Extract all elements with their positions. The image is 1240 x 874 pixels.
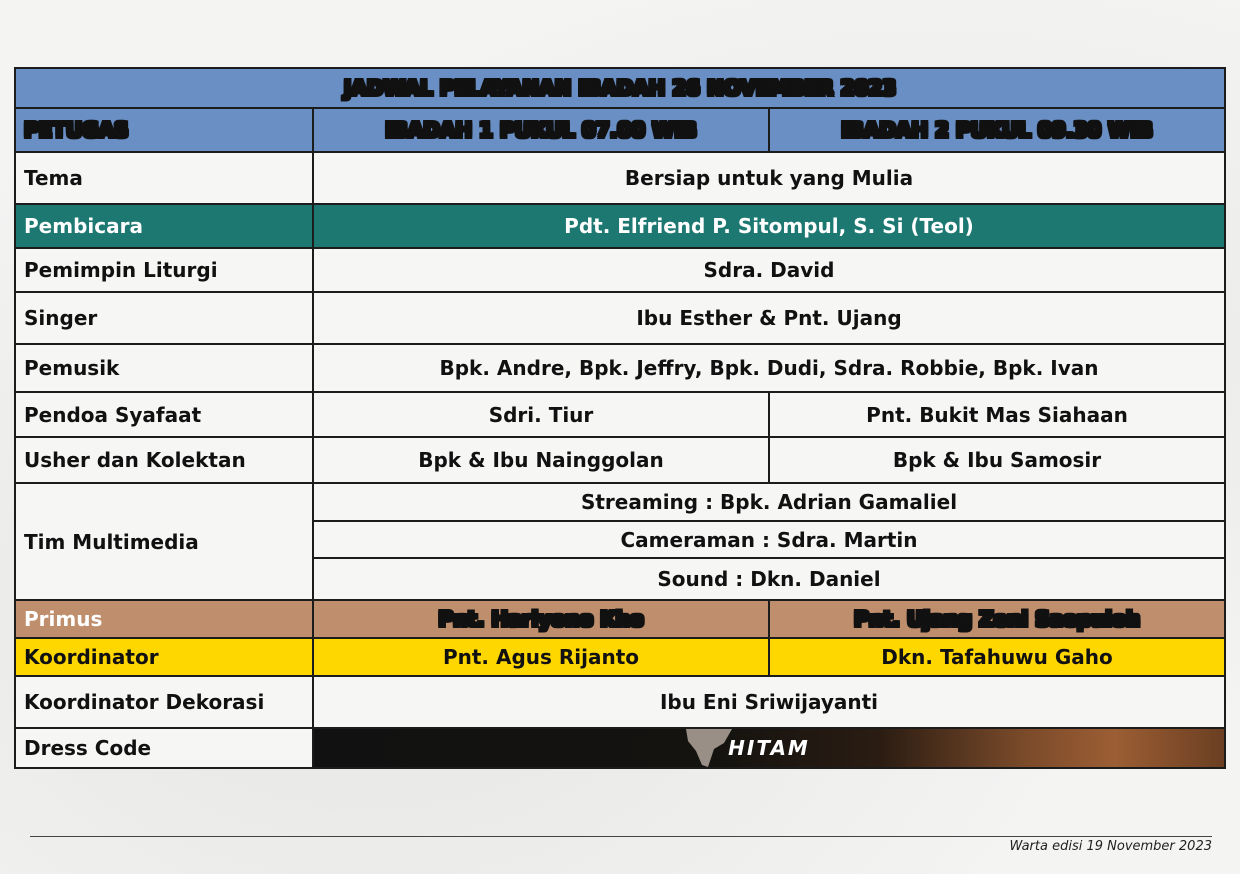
value-usher-ibadah-2: Bpk & Ibu Samosir xyxy=(769,437,1225,483)
value-tema: Bersiap untuk yang Mulia xyxy=(313,152,1225,204)
value-pendoa-ibadah-2: Pnt. Bukit Mas Siahaan xyxy=(769,392,1225,437)
label-koordinator: Koordinator xyxy=(15,638,313,676)
footer-edition-note: Warta edisi 19 November 2023 xyxy=(1009,839,1212,854)
dress-code-banner xyxy=(313,728,1225,768)
value-usher-ibadah-1: Bpk & Ibu Nainggolan xyxy=(313,437,769,483)
row-multimedia-streaming xyxy=(15,483,1225,521)
value-pemusik: Bpk. Andre, Bpk. Jeffry, Bpk. Dudi, Sdra. Robbie, Bpk. Ivan xyxy=(313,344,1225,392)
row-primus xyxy=(15,600,1225,638)
row-pendoa-syafaat xyxy=(15,392,1225,437)
row-usher xyxy=(15,437,1225,483)
value-streaming: Streaming : Bpk. Adrian Gamaliel xyxy=(313,483,1225,521)
header-ibadah-2: IBADAH 2 PUKUL 09.30 WIB xyxy=(769,108,1225,152)
row-singer xyxy=(15,292,1225,344)
label-singer: Singer xyxy=(15,292,313,344)
label-pemusik: Pemusik xyxy=(15,344,313,392)
schedule-title: JADWAL PELAYANAN IBADAH 26 NOVEMBER 2023 xyxy=(15,68,1225,108)
label-pendoa-syafaat: Pendoa Syafaat xyxy=(15,392,313,437)
value-primus-ibadah-1: Pnt. Hariyono Kho xyxy=(313,600,769,638)
row-pemimpin-liturgi xyxy=(15,248,1225,292)
footer-divider xyxy=(30,836,1212,837)
header-row xyxy=(15,108,1225,152)
label-multimedia: Tim Multimedia xyxy=(15,483,313,600)
schedule-table xyxy=(14,67,1226,769)
row-pembicara xyxy=(15,204,1225,248)
row-pemusik xyxy=(15,344,1225,392)
value-sound: Sound : Dkn. Daniel xyxy=(313,558,1225,600)
label-primus: Primus xyxy=(15,600,313,638)
value-singer: Ibu Esther & Pnt. Ujang xyxy=(313,292,1225,344)
label-tema: Tema xyxy=(15,152,313,204)
row-koordinator xyxy=(15,638,1225,676)
value-primus-ibadah-2: Pnt. Ujang Zeni Saepuloh xyxy=(769,600,1225,638)
value-cameraman: Cameraman : Sdra. Martin xyxy=(313,521,1225,558)
row-tema xyxy=(15,152,1225,204)
label-usher: Usher dan Kolektan xyxy=(15,437,313,483)
value-pemimpin-liturgi: Sdra. David xyxy=(313,248,1225,292)
label-pemimpin-liturgi: Pemimpin Liturgi xyxy=(15,248,313,292)
value-pembicara: Pdt. Elfriend P. Sitompul, S. Si (Teol) xyxy=(313,204,1225,248)
header-petugas: PETUGAS xyxy=(15,108,313,152)
header-ibadah-1: IBADAH 1 PUKUL 07.00 WIB xyxy=(313,108,769,152)
rock-silhouette-icon xyxy=(684,729,734,767)
row-dress-code xyxy=(15,728,1225,768)
value-pendoa-ibadah-1: Sdri. Tiur xyxy=(313,392,769,437)
label-pembicara: Pembicara xyxy=(15,204,313,248)
title-row xyxy=(15,68,1225,108)
label-dress-code: Dress Code xyxy=(15,728,313,768)
label-dekorasi: Koordinator Dekorasi xyxy=(15,676,313,728)
value-koordinator-ibadah-2: Dkn. Tafahuwu Gaho xyxy=(769,638,1225,676)
row-dekorasi xyxy=(15,676,1225,728)
value-dekorasi: Ibu Eni Sriwijayanti xyxy=(313,676,1225,728)
value-dress-code: HITAM xyxy=(728,736,810,760)
value-koordinator-ibadah-1: Pnt. Agus Rijanto xyxy=(313,638,769,676)
